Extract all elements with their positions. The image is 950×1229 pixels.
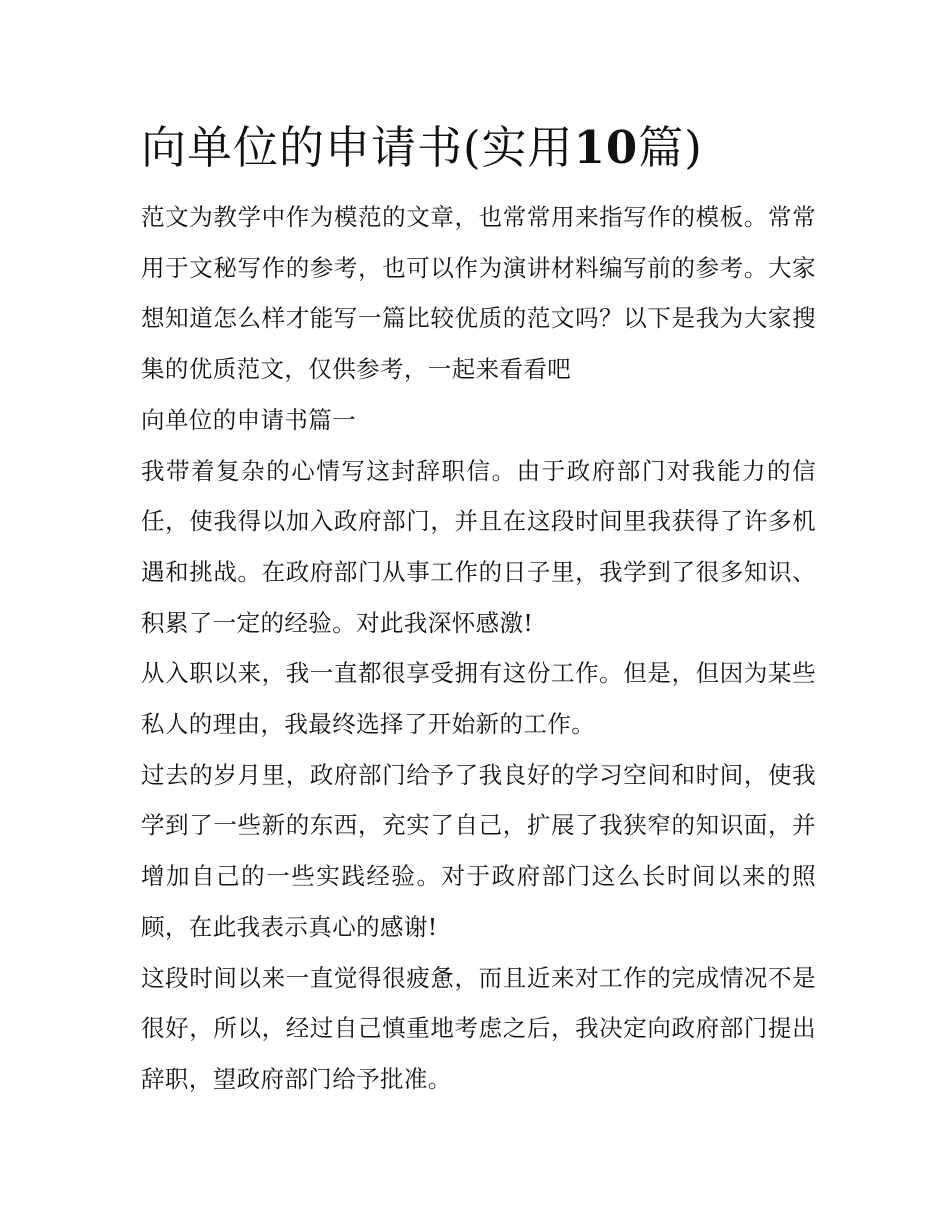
body-paragraph-3: 过去的岁月里，政府部门给予了我良好的学习空间和时间，使我学到了一些新的东西，充实了自己，扩展了我狭窄的知识面，并增加自己的一些实践经验。对于政府部门这么长时间以来的照顾，在此我表示真心的感谢! [141, 760, 816, 941]
section-heading: 向单位的申请书篇一 [141, 405, 357, 434]
body-paragraph-2: 从入职以来，我一直都很享受拥有这份工作。但是，但因为某些私人的理由，我最终选择了开始新的工作。 [141, 659, 816, 739]
document-title [141, 118, 816, 178]
intro-paragraph: 范文为教学中作为模范的文章，也常常用来指写作的模板。常常用于文秘写作的参考，也可以作为演讲材料编写前的参考。大家想知道怎么样才能写一篇比较优质的范文吗？以下是我为大家搜集的优质范文，仅供参考，一起来看看吧 [141, 203, 816, 384]
title-text: 向单位的申请书(实用 [141, 121, 574, 174]
body-paragraph-1: 我带着复杂的心情写这封辞职信。由于政府部门对我能力的信任，使我得以加入政府部门，并且在这段时间里我获得了许多机遇和挑战。在政府部门从事工作的日子里，我学到了很多知识、积累了一定的经验。对此我深怀感激! [141, 456, 816, 637]
body-paragraph-4: 这段时间以来一直觉得很疲惫，而且近来对工作的完成情况不是很好，所以，经过自己慎重地考虑之后，我决定向政府部门提出辞职，望政府部门给予批准。 [141, 963, 816, 1093]
document-body [141, 118, 816, 1105]
title-suffix: 篇) [638, 121, 703, 174]
title-number: 10 [573, 121, 639, 174]
